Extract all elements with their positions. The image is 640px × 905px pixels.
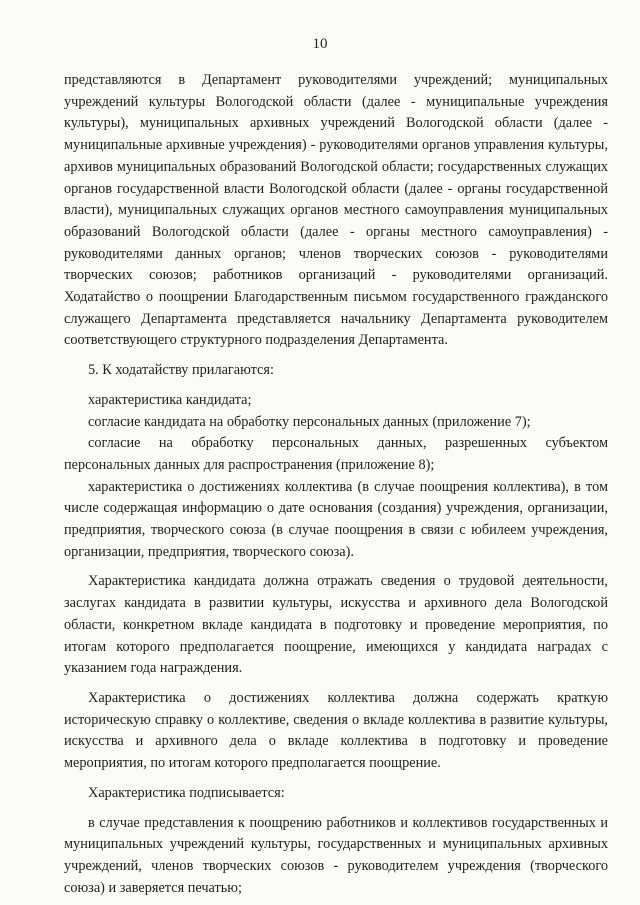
list-item-distribution-consent: согласие на обработку персональных данных, разрешенных субъектом персональных данных для распространения (приложение 8); xyxy=(64,435,608,473)
list-item-personal-data-consent: согласие кандидата на обработку персональных данных (приложение 7); xyxy=(88,413,531,430)
list-item-collective-achievements: характеристика о достижениях коллектива (в случае поощрения коллектива), в том числе содержащая информацию о дате основания (создания) учреждения, организации, предприятия, творческого союза (в случае поощрения в связи с юбилеем учреждения, организации, предприятия, творческого союза). xyxy=(64,478,608,560)
paragraph-signature-institutions: в случае представления к поощрению работников и коллективов государственных и муниципальных учреждений культуры, государственных и муниципальных архивных учреждений, членов творческих союзов - руководителем учреждения (творческого союза) и заверяется печатью; xyxy=(64,814,608,896)
list-item-candidate-characteristic: характеристика кандидата; xyxy=(88,391,252,408)
paragraph-candidate-characteristic-content: Характеристика кандидата должна отражать сведения о трудовой деятельности, заслугах кандидата в развитии культуры, искусства и архивного дела Вологодской области, конкретном вкладе кандидата в подготовку и проведение мероприятия, по итогам которого предполагается поощрение, имеющихся у кандидата наградах с указанием года награждения. xyxy=(64,573,608,677)
paragraph-item-5-heading: 5. К ходатайству прилагаются: xyxy=(88,362,274,379)
paragraph-submission-continued: представляются в Департамент руководителями учреждений; муниципальных учреждений культуры Вологодской области (далее - муниципальные учреждения культуры), муниципальных архивных учреждений Вологодской области (далее - муниципальные архивные учреждения) - руководителями органов управления культуры, архивов муниципальных образований Вологодской области; государственных служащих органов государственной власти Вологодской области (далее - органы государственной власти), муниципальных служащих органов местного самоуправления муниципальных образований Вологодской области (далее - органы местного самоуправления) - руководителями данных органов; членов творческих союзов - руководителями творческих союзов; работников организаций - руководителями организаций. Ходатайство о поощрении Благодарственным письмом государственного гражданского служащего Департамента представляется начальнику Департамента руководителем соответствующего структурного подразделения Департамента. xyxy=(64,72,608,349)
paragraph-signature-heading: Характеристика подписывается: xyxy=(88,784,285,801)
document-body xyxy=(64,70,608,899)
paragraph-collective-characteristic-content: Характеристика о достижениях коллектива должна содержать краткую историческую справку о коллективе, сведения о вкладе коллектива в развитие культуры, искусства и архивного дела о вкладе коллектива в подготовку и проведение мероприятия, по итогам которого предполагается поощрение. xyxy=(64,689,608,772)
page-number: 10 xyxy=(312,36,328,52)
